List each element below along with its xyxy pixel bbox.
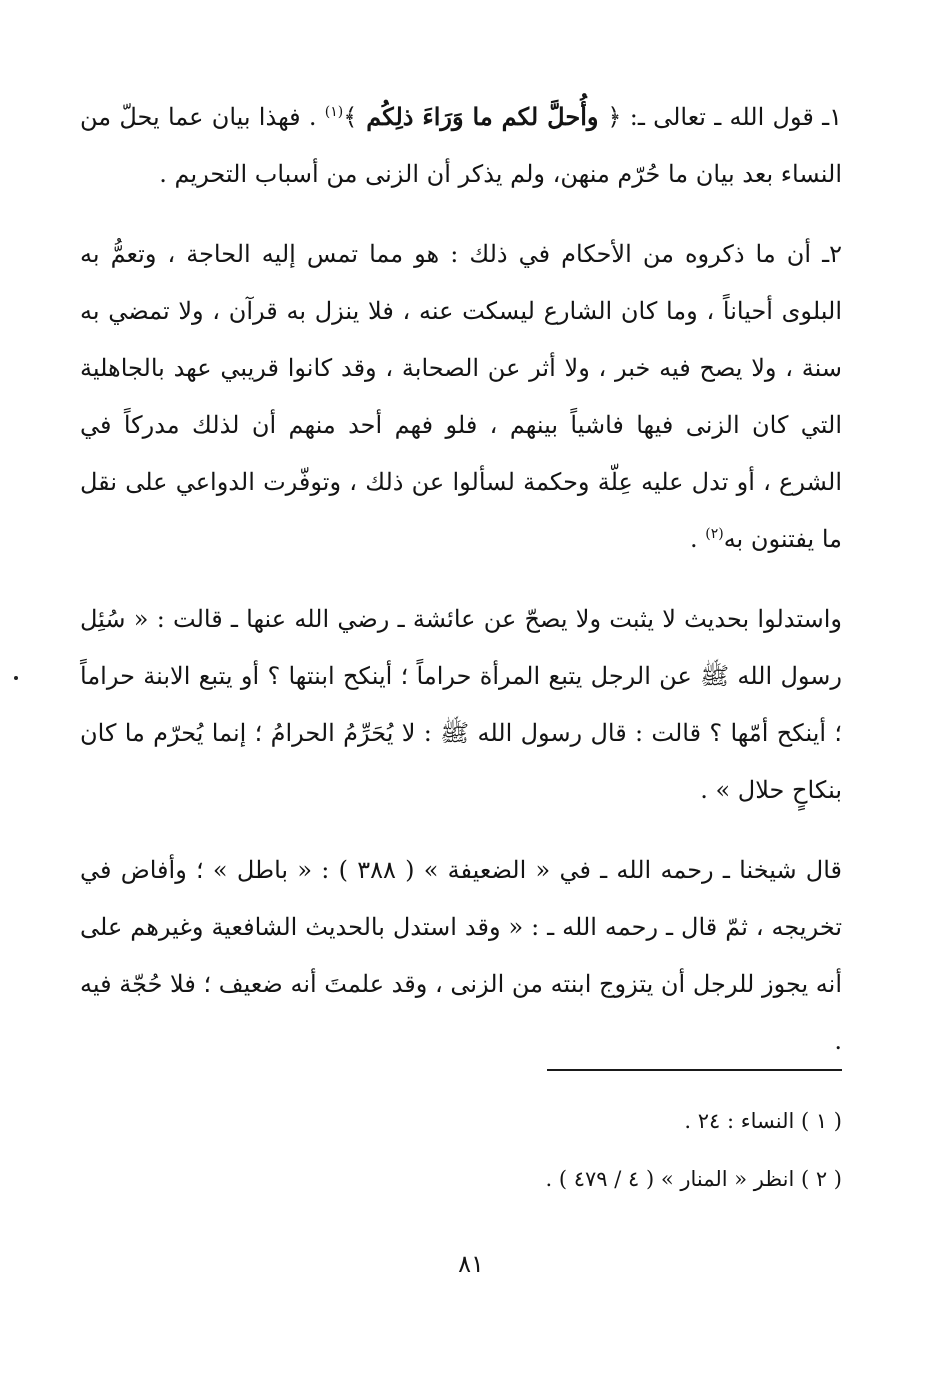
page-number: ٨١ (458, 1250, 484, 1278)
footnote-1: ( ١ ) النساء : ٢٤ . (684, 1109, 842, 1133)
paragraph-2 (80, 226, 842, 568)
margin-dot (14, 676, 18, 680)
page-body (80, 88, 842, 1070)
paragraph-1 (80, 88, 842, 203)
paragraph-2-end: . (689, 525, 706, 553)
quran-verse: وأُحلَّ لكم ما وَرَاءَ ذلِكُم (357, 102, 608, 131)
footnote-ref-2[interactable]: (٢) (705, 526, 724, 542)
footnotes (242, 1092, 842, 1208)
footnote-divider (547, 1069, 842, 1071)
footnote-2: ( ٢ ) انظر « المنار » ( ٤ / ٤٧٩ ) . (545, 1167, 842, 1191)
footnote-ref-1[interactable]: (١) (324, 104, 344, 120)
paragraph-2-text: ٢ـ أن ما ذكروه من الأحكام في ذلك : هو مما تمس إليه الحاجة ، وتعمُّ به البلوى أحياناً ، وما كان الشارع ليسكت عنه ، فلا ينزل به قرآن ، ولا تمضي به سنة ، ولا يصح فيه خبر ، ولا أثر عن الصحابة ، وقد كانوا قريبي عهد بالجاهلية التي كان الزنى فيها فاشياً بينهم ، فلو فهم أحد منهم أن لذلك مدركاً في الشرع ، أو تدل عليه عِلّة وحكمة لسألوا عن ذلك ، وتوفّرت الدواعي على نقل ما يفتنون به (80, 240, 843, 553)
paragraph-1-intro: ١ـ قول الله ـ تعالى ـ: ﴿ (607, 103, 842, 131)
paragraph-3: واستدلوا بحديث لا يثبت ولا يصحّ عن عائشة ـ رضي الله عنها ـ قالت : « سُئِل رسول الله ﷺ عن الرجل يتبع المرأة حراماً ؛ أينكح ابنتها ؟ أو يتبع الابنة حراماً ؛ أينكح أمّها ؟ قالت : قال رسول الله ﷺ : لا يُحَرِّمُ الحرامُ ؛ إنما يُحرّم ما كان بنكاحٍ حلال » . (80, 605, 842, 804)
paragraph-4: قال شيخنا ـ رحمه الله ـ في « الضعيفة » ( ٣٨٨ ) : « باطل » ؛ وأفاض في تخريجه ، ثمّ قال ـ رحمه الله ـ : « وقد استدل بالحديث الشافعية وغيرهم على أنه يجوز للرجل أن يتزوج ابنته من الزنى ، وقد علمتَ أنه ضعيف ؛ فلا حُجّة فيه . (80, 856, 843, 1055)
paragraph-1-rest: . فهذا بيان عما يحلّ من النساء بعد بيان ما حُرّم منهن، ولم يذكر أن الزنى من أسباب التحريم . (80, 103, 842, 188)
quran-close-bracket: ﴾ (343, 103, 358, 131)
